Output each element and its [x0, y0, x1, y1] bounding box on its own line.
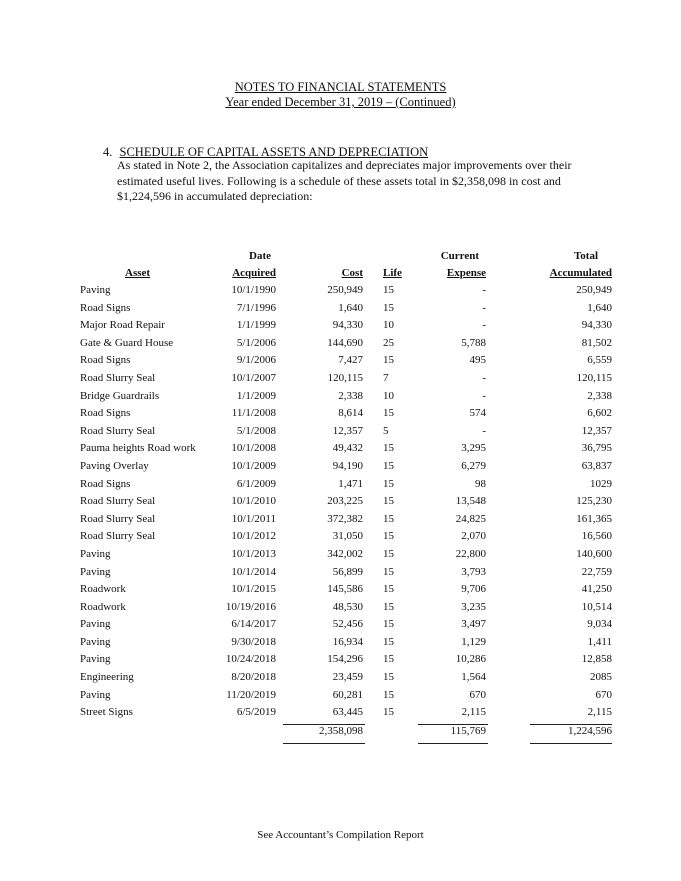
cost-cell: 145,586	[327, 583, 363, 596]
life-cell: 15	[383, 565, 394, 578]
current-expense-cell: 2,115	[461, 706, 486, 719]
current-expense-cell: 495	[469, 354, 486, 367]
asset-cell: Paving Overlay	[80, 459, 149, 472]
cost-cell: 52,456	[332, 618, 363, 631]
page-footer: See Accountant’s Compilation Report	[257, 829, 424, 841]
asset-cell: Paving	[80, 635, 111, 648]
date-acquired-cell: 10/1/2011	[231, 512, 276, 525]
date-acquired-cell: 9/30/2018	[231, 635, 276, 648]
page-header	[0, 80, 681, 110]
header-row-top	[0, 248, 681, 265]
table-row	[0, 493, 681, 511]
table-row	[0, 352, 681, 370]
cost-cell: 94,190	[332, 459, 363, 472]
date-acquired-cell: 7/1/1996	[236, 301, 276, 314]
life-cell: 15	[383, 459, 394, 472]
cost-cell: 342,002	[327, 547, 363, 560]
asset-cell: Engineering	[80, 671, 134, 684]
life-cell: 15	[383, 354, 394, 367]
date-acquired-cell: 11/1/2008	[231, 407, 276, 420]
total-accumulated-cell: 63,837	[581, 459, 612, 472]
table-row	[0, 423, 681, 441]
total-accumulated-cell: 1,640	[587, 301, 612, 314]
cost-cell: 154,296	[327, 653, 363, 666]
table-row	[0, 546, 681, 564]
total-accumulated-cell: 2085	[590, 671, 612, 684]
total-total-line	[530, 743, 612, 744]
cost-cell: 372,382	[327, 512, 363, 525]
total-cost: 2,358,098	[319, 724, 363, 737]
asset-cell: Road Slurry Seal	[80, 530, 156, 543]
asset-cell: Road Signs	[80, 477, 131, 490]
asset-cell: Road Signs	[80, 407, 131, 420]
col-header-total: Total	[573, 250, 598, 262]
current-expense-cell: 6,279	[461, 459, 486, 472]
total-accumulated-cell: 22,759	[581, 565, 612, 578]
col-header-expense: Expense	[446, 267, 486, 279]
date-acquired-cell: 9/1/2006	[236, 354, 276, 367]
life-cell: 10	[383, 389, 394, 402]
table-row	[0, 669, 681, 687]
current-expense-cell: 13,548	[455, 495, 486, 508]
current-expense-cell: 1,129	[461, 635, 486, 648]
table-row	[0, 581, 681, 599]
table-row	[0, 458, 681, 476]
date-acquired-cell: 10/1/2013	[231, 547, 276, 560]
life-cell: 15	[383, 442, 394, 455]
asset-cell: Paving	[80, 565, 111, 578]
date-acquired-cell: 5/1/2006	[236, 336, 276, 349]
life-cell: 15	[383, 618, 394, 631]
total-accumulated-cell: 250,949	[576, 284, 612, 296]
total-accumulated-cell: 94,330	[581, 319, 612, 332]
cost-cell: 56,899	[332, 565, 363, 578]
cost-cell: 1,640	[338, 301, 363, 314]
current-expense-cell: 2,070	[461, 530, 486, 543]
section-number: 4.	[103, 145, 113, 159]
date-acquired-cell: 10/1/1990	[231, 284, 276, 296]
total-accumulated-cell: 2,115	[587, 706, 612, 719]
table-row	[0, 511, 681, 529]
col-header-asset: Asset	[125, 267, 151, 279]
total-accumulated-cell: 12,357	[581, 424, 612, 437]
life-cell: 15	[383, 600, 394, 613]
current-expense-cell: -	[482, 371, 486, 384]
total-accumulated-cell: 9,034	[587, 618, 612, 631]
total-accumulated-cell: 16,560	[581, 530, 612, 543]
table-row	[0, 282, 681, 300]
current-expense-cell: -	[482, 424, 486, 437]
life-cell: 15	[383, 706, 394, 719]
total-accumulated-cell: 161,365	[576, 512, 612, 525]
life-cell: 15	[383, 512, 394, 525]
life-cell: 10	[383, 319, 394, 332]
life-cell: 15	[383, 653, 394, 666]
date-acquired-cell: 10/1/2008	[231, 442, 276, 455]
cost-cell: 12,357	[332, 424, 363, 437]
current-expense-cell: 3,295	[461, 442, 486, 455]
asset-cell: Paving	[80, 653, 111, 666]
current-expense-cell: 5,788	[461, 336, 486, 349]
date-acquired-cell: 6/1/2009	[236, 477, 276, 490]
expense-total-line	[418, 743, 488, 744]
date-acquired-cell: 10/19/2016	[225, 600, 276, 613]
date-acquired-cell: 10/1/2010	[231, 495, 276, 508]
col-header-current: Current	[440, 250, 479, 262]
cost-cell: 2,338	[338, 389, 363, 402]
total-accumulated-cell: 81,502	[581, 336, 612, 349]
cost-cell: 63,445	[332, 706, 363, 719]
table-body	[0, 282, 681, 722]
cost-cell: 7,427	[338, 354, 363, 367]
capital-assets-table	[0, 248, 681, 748]
current-expense-cell: 22,800	[455, 547, 486, 560]
section-intro: As stated in Note 2, the Association capitalizes and depreciates major improvements over their estimated useful lives. Following is a schedule of these assets total in $2,358,098 in cost and $1,224,596 in accumulated depreciation:	[117, 158, 572, 203]
total-accumulated-cell: 1029	[590, 477, 612, 490]
asset-cell: Pauma heights Road work	[80, 442, 196, 455]
cost-cell: 49,432	[332, 442, 363, 455]
total-expense: 115,769	[450, 724, 486, 737]
asset-cell: Road Slurry Seal	[80, 495, 156, 508]
table-row	[0, 388, 681, 406]
total-accumulated-cell: 670	[595, 688, 612, 701]
cost-cell: 250,949	[327, 284, 363, 296]
current-expense-cell: 3,793	[461, 565, 486, 578]
current-expense-cell: -	[482, 389, 486, 402]
table-row	[0, 634, 681, 652]
life-cell: 15	[383, 407, 394, 420]
cost-cell: 60,281	[332, 688, 363, 701]
cost-cell: 8,614	[338, 407, 363, 420]
cost-cell: 23,459	[332, 671, 363, 684]
col-header-accumulated: Accumulated	[549, 267, 612, 279]
current-expense-cell: 670	[469, 688, 486, 701]
asset-cell: Roadwork	[80, 583, 126, 596]
asset-cell: Road Slurry Seal	[80, 424, 156, 437]
life-cell: 15	[383, 301, 394, 314]
asset-cell: Major Road Repair	[80, 319, 165, 332]
current-expense-cell: 3,235	[461, 600, 486, 613]
life-cell: 7	[383, 371, 389, 384]
cost-cell: 1,471	[338, 477, 363, 490]
cost-cell: 16,934	[332, 635, 363, 648]
asset-cell: Paving	[80, 547, 111, 560]
total-accumulated-cell: 1,411	[587, 635, 612, 648]
col-header-life: Life	[383, 267, 402, 279]
life-cell: 15	[383, 547, 394, 560]
cost-cell: 94,330	[332, 319, 363, 332]
current-expense-cell: 10,286	[455, 653, 486, 666]
total-accumulated-cell: 6,602	[587, 407, 612, 420]
total-accumulated-cell: 6,559	[587, 354, 612, 367]
life-cell: 15	[383, 583, 394, 596]
cost-cell: 31,050	[332, 530, 363, 543]
life-cell: 15	[383, 284, 394, 296]
total-accumulated-cell: 41,250	[581, 583, 612, 596]
date-acquired-cell: 1/1/2009	[236, 389, 276, 402]
life-cell: 25	[383, 336, 394, 349]
asset-cell: Paving	[80, 618, 111, 631]
table-row	[0, 687, 681, 705]
total-accumulated-cell: 12,858	[581, 653, 612, 666]
current-expense-cell: 1,564	[461, 671, 486, 684]
asset-cell: Road Slurry Seal	[80, 371, 156, 384]
date-acquired-cell: 6/14/2017	[231, 618, 276, 631]
life-cell: 15	[383, 671, 394, 684]
total-accumulated-cell: 36,795	[581, 442, 612, 455]
col-header-acquired: Acquired	[232, 267, 276, 279]
date-acquired-cell: 10/1/2015	[231, 583, 276, 596]
asset-cell: Gate & Guard House	[80, 336, 174, 349]
current-expense-cell: -	[482, 319, 486, 332]
table-row	[0, 440, 681, 458]
asset-cell: Bridge Guardrails	[80, 389, 160, 402]
date-acquired-cell: 10/1/2012	[231, 530, 276, 543]
date-acquired-cell: 11/20/2019	[226, 688, 276, 701]
current-expense-cell: 98	[475, 477, 486, 490]
current-expense-cell: 3,497	[461, 618, 486, 631]
current-expense-cell: 9,706	[461, 583, 486, 596]
table-row	[0, 335, 681, 353]
current-expense-cell: 24,825	[455, 512, 486, 525]
current-expense-cell: 574	[469, 407, 486, 420]
date-acquired-cell: 10/1/2009	[231, 459, 276, 472]
table-row	[0, 564, 681, 582]
life-cell: 15	[383, 688, 394, 701]
table-row	[0, 704, 681, 722]
total-accumulated-cell: 10,514	[581, 600, 612, 613]
date-acquired-cell: 5/1/2008	[236, 424, 276, 437]
total-accumulated-cell: 2,338	[587, 389, 612, 402]
asset-cell: Roadwork	[80, 600, 126, 613]
date-acquired-cell: 10/1/2007	[231, 371, 276, 384]
life-cell: 15	[383, 477, 394, 490]
asset-cell: Road Signs	[80, 354, 131, 367]
cost-cell: 120,115	[327, 371, 363, 384]
section-title: SCHEDULE OF CAPITAL ASSETS AND DEPRECIATION	[119, 145, 429, 159]
asset-cell: Road Signs	[80, 301, 131, 314]
table-row	[0, 599, 681, 617]
table-row	[0, 651, 681, 669]
current-expense-cell: -	[482, 301, 486, 314]
header-title: NOTES TO FINANCIAL STATEMENTS	[234, 80, 447, 94]
asset-cell: Road Slurry Seal	[80, 512, 156, 525]
cost-cell: 144,690	[327, 336, 363, 349]
total-accumulated-cell: 120,115	[576, 371, 612, 384]
header-subtitle: Year ended December 31, 2019 – (Continued)	[225, 95, 456, 109]
cost-cell: 203,225	[327, 495, 363, 508]
asset-cell: Paving	[80, 688, 111, 701]
life-cell: 15	[383, 495, 394, 508]
life-cell: 5	[383, 424, 389, 437]
table-row	[0, 616, 681, 634]
total-accumulated-cell: 125,230	[576, 495, 612, 508]
header-row-bottom	[0, 265, 681, 282]
cost-total-line	[283, 743, 365, 744]
current-expense-cell: -	[482, 284, 486, 296]
life-cell: 15	[383, 635, 394, 648]
total-accumulated: 1,224,596	[568, 724, 612, 737]
total-accumulated-cell: 140,600	[576, 547, 612, 560]
asset-cell: Paving	[80, 284, 111, 296]
life-cell: 15	[383, 530, 394, 543]
table-row	[0, 317, 681, 335]
col-header-date: Date	[249, 250, 271, 262]
table-row	[0, 405, 681, 423]
table-row	[0, 370, 681, 388]
asset-cell: Street Signs	[80, 706, 133, 719]
date-acquired-cell: 1/1/1999	[236, 319, 276, 332]
col-header-cost: Cost	[341, 267, 363, 279]
table-row	[0, 476, 681, 494]
date-acquired-cell: 10/1/2014	[231, 565, 276, 578]
date-acquired-cell: 8/20/2018	[231, 671, 276, 684]
table-row	[0, 528, 681, 546]
date-acquired-cell: 10/24/2018	[225, 653, 276, 666]
table-row	[0, 300, 681, 318]
date-acquired-cell: 6/5/2019	[236, 706, 276, 719]
cost-cell: 48,530	[332, 600, 363, 613]
